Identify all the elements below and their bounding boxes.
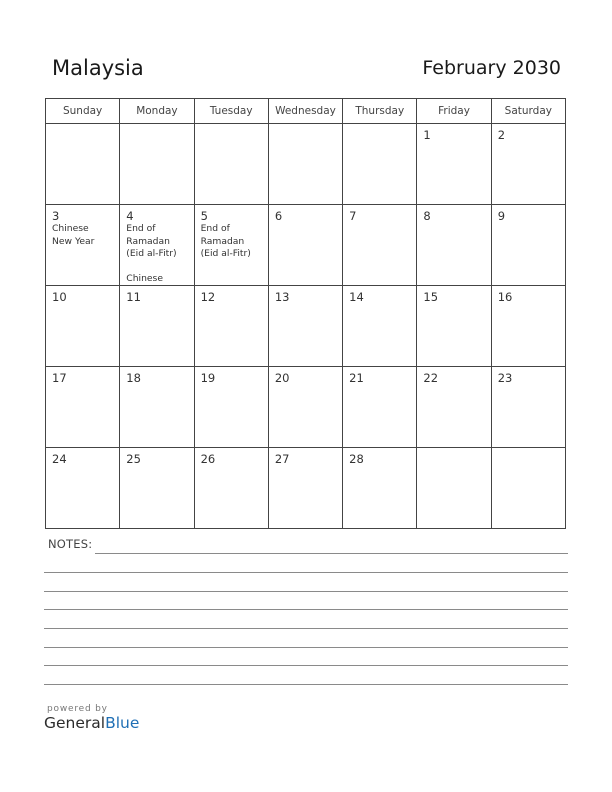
day-number: 7 bbox=[349, 209, 357, 223]
day-cell bbox=[194, 205, 268, 286]
day-cell bbox=[268, 286, 342, 367]
day-number: 6 bbox=[274, 209, 283, 223]
holiday-label: End of bbox=[126, 223, 156, 234]
day-number: 14 bbox=[349, 290, 364, 304]
day-cell bbox=[120, 205, 194, 286]
day-cell bbox=[120, 448, 194, 529]
day-cell bbox=[120, 367, 194, 448]
notes-line bbox=[44, 647, 568, 648]
week-row bbox=[46, 205, 566, 286]
day-number: 2 bbox=[497, 128, 506, 142]
powered-by-text: powered by bbox=[47, 704, 108, 714]
day-number: 28 bbox=[349, 452, 364, 466]
day-cell bbox=[417, 124, 491, 205]
day-cell bbox=[120, 286, 194, 367]
day-number: 12 bbox=[200, 290, 216, 304]
day-cell bbox=[491, 286, 565, 367]
day-cell bbox=[491, 448, 565, 529]
day-number: 13 bbox=[274, 290, 290, 304]
day-cell bbox=[268, 205, 342, 286]
day-number: 21 bbox=[349, 371, 364, 385]
weekday-monday: Monday bbox=[120, 99, 194, 124]
day-cell bbox=[343, 367, 417, 448]
day-number: 26 bbox=[200, 452, 216, 466]
day-cell bbox=[417, 367, 491, 448]
day-number: 22 bbox=[423, 371, 439, 385]
holiday-label: Ramadan bbox=[200, 235, 245, 247]
day-number: 1 bbox=[423, 128, 431, 142]
weekday-saturday: Saturday bbox=[491, 99, 565, 124]
holiday-label: (Eid al-Fitr) bbox=[126, 248, 177, 259]
day-cell bbox=[417, 286, 491, 367]
weekday-wednesday: Wednesday bbox=[268, 99, 342, 124]
day-cell bbox=[194, 448, 268, 529]
brand-blue-text: Blue bbox=[105, 714, 140, 732]
calendar-grid bbox=[45, 98, 566, 529]
notes-line bbox=[44, 665, 568, 666]
holiday-label: (Eid al-Fitr) bbox=[200, 248, 251, 259]
notes-line bbox=[44, 609, 568, 610]
weekday-tuesday: Tuesday bbox=[194, 99, 268, 124]
notes-line bbox=[44, 684, 568, 685]
day-cell bbox=[46, 448, 120, 529]
day-cell bbox=[417, 448, 491, 529]
day-cell bbox=[268, 124, 342, 205]
day-number: 20 bbox=[274, 371, 290, 385]
week-row bbox=[46, 286, 566, 367]
holiday-label: Ramadan bbox=[126, 235, 170, 247]
holiday-label: New Year bbox=[52, 235, 95, 247]
day-number: 4 bbox=[126, 209, 134, 223]
day-cell bbox=[268, 448, 342, 529]
day-number: 17 bbox=[52, 371, 67, 385]
day-number: 8 bbox=[423, 209, 431, 223]
day-cell bbox=[343, 286, 417, 367]
day-cell bbox=[491, 205, 565, 286]
day-cell bbox=[491, 124, 565, 205]
day-cell bbox=[46, 367, 120, 448]
notes-line bbox=[44, 591, 568, 592]
day-number: 11 bbox=[126, 290, 141, 304]
day-number: 18 bbox=[126, 371, 141, 385]
day-number: 15 bbox=[423, 290, 439, 304]
day-cell bbox=[46, 205, 120, 286]
day-cell bbox=[120, 124, 194, 205]
day-cell bbox=[491, 367, 565, 448]
day-cell bbox=[46, 124, 120, 205]
weekday-thursday: Thursday bbox=[343, 99, 417, 124]
holiday-label: End of bbox=[200, 223, 230, 234]
holiday-label: Chinese bbox=[126, 272, 163, 284]
country-title: Malaysia bbox=[52, 56, 144, 80]
day-cell bbox=[194, 124, 268, 205]
weekday-friday: Friday bbox=[417, 99, 491, 124]
day-cell bbox=[194, 286, 268, 367]
day-cell bbox=[46, 286, 120, 367]
day-cell bbox=[343, 448, 417, 529]
week-row bbox=[46, 448, 566, 529]
day-number: 3 bbox=[52, 209, 60, 223]
day-cell bbox=[343, 124, 417, 205]
day-cell bbox=[268, 367, 342, 448]
day-number: 16 bbox=[497, 290, 513, 304]
day-number: 24 bbox=[52, 452, 67, 466]
brand-name bbox=[44, 714, 139, 732]
day-number: 10 bbox=[52, 290, 67, 304]
day-cell bbox=[343, 205, 417, 286]
notes-line bbox=[44, 572, 568, 573]
day-number: 27 bbox=[274, 452, 290, 466]
week-row bbox=[46, 367, 566, 448]
weekday-header-row bbox=[46, 99, 566, 124]
notes-line bbox=[44, 628, 568, 629]
notes-label: NOTES: bbox=[48, 537, 93, 551]
month-title: February 2030 bbox=[422, 57, 561, 79]
day-number: 9 bbox=[497, 209, 506, 223]
day-number: 25 bbox=[126, 452, 141, 466]
day-number: 5 bbox=[200, 209, 208, 223]
week-row bbox=[46, 124, 566, 205]
brand-general-text: General bbox=[44, 714, 106, 732]
day-cell bbox=[194, 367, 268, 448]
day-number: 23 bbox=[497, 371, 513, 385]
notes-line bbox=[95, 553, 568, 554]
brand-logo bbox=[44, 704, 139, 732]
weekday-sunday: Sunday bbox=[46, 99, 120, 124]
day-number: 19 bbox=[200, 371, 216, 385]
holiday-label: Chinese bbox=[52, 223, 89, 234]
day-cell bbox=[417, 205, 491, 286]
